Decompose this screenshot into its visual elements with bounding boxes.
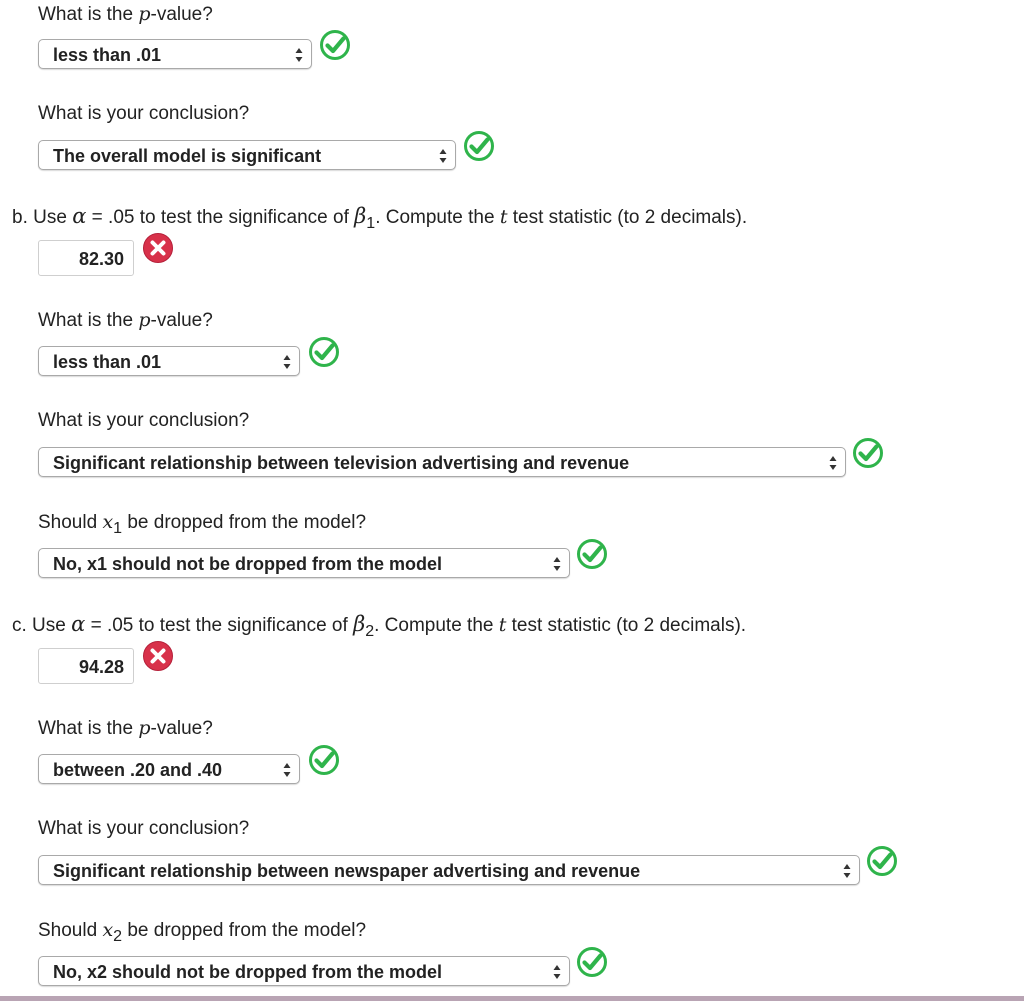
question-conclusion-c: What is your conclusion? bbox=[38, 818, 250, 839]
select-arrows-icon bbox=[553, 556, 561, 572]
select-arrows-icon bbox=[439, 148, 447, 164]
t-statistic-input-c[interactable]: 94.28 bbox=[38, 648, 134, 684]
select-arrows-icon bbox=[553, 964, 561, 980]
drop-select-b[interactable]: No, x1 should not be dropped from the model bbox=[38, 548, 570, 578]
pvalue-select-b[interactable]: less than .01 bbox=[38, 346, 300, 376]
question-pvalue-top: What is the p-value? bbox=[38, 3, 213, 25]
conclusion-select-top[interactable]: The overall model is significant bbox=[38, 140, 456, 170]
correct-check-icon bbox=[866, 845, 898, 877]
incorrect-cross-icon bbox=[142, 232, 174, 264]
correct-check-icon bbox=[308, 744, 340, 776]
correct-check-icon bbox=[576, 538, 608, 570]
incorrect-cross-icon bbox=[142, 640, 174, 672]
select-arrows-icon bbox=[829, 455, 837, 471]
pvalue-select-top[interactable]: less than .01 bbox=[38, 39, 312, 69]
part-c-question: c. Use α = .05 to test the significance of $\beta_2$. Compute the t test statistic (to 2 decimals). bbox=[12, 612, 747, 640]
question-conclusion-top: What is your conclusion? bbox=[38, 103, 250, 124]
part-b-question: b. Use α = .05 to test the significance of $\beta_1$. Compute the t test statistic (to 2 decimals). bbox=[12, 204, 748, 232]
pvalue-select-c[interactable]: between .20 and .40 bbox=[38, 754, 300, 784]
question-drop-x1: Should $x_1$ be dropped from the model? bbox=[38, 511, 367, 537]
question-drop-x2: Should $x_2$ be dropped from the model? bbox=[38, 919, 367, 945]
select-arrows-icon bbox=[843, 863, 851, 879]
bottom-border bbox=[0, 996, 1024, 1001]
conclusion-select-b[interactable]: Significant relationship between television advertising and revenue bbox=[38, 447, 846, 477]
correct-check-icon bbox=[463, 130, 495, 162]
correct-check-icon bbox=[319, 29, 351, 61]
select-arrows-icon bbox=[283, 354, 291, 370]
conclusion-select-c[interactable]: Significant relationship between newspaper advertising and revenue bbox=[38, 855, 860, 885]
drop-select-c[interactable]: No, x2 should not be dropped from the model bbox=[38, 956, 570, 986]
correct-check-icon bbox=[308, 336, 340, 368]
question-conclusion-b: What is your conclusion? bbox=[38, 410, 250, 431]
question-pvalue-b: What is the p-value? bbox=[38, 309, 213, 331]
correct-check-icon bbox=[576, 946, 608, 978]
question-pvalue-c: What is the p-value? bbox=[38, 717, 213, 739]
t-statistic-input-b[interactable]: 82.30 bbox=[38, 240, 134, 276]
correct-check-icon bbox=[852, 437, 884, 469]
select-arrows-icon bbox=[295, 47, 303, 63]
select-arrows-icon bbox=[283, 762, 291, 778]
